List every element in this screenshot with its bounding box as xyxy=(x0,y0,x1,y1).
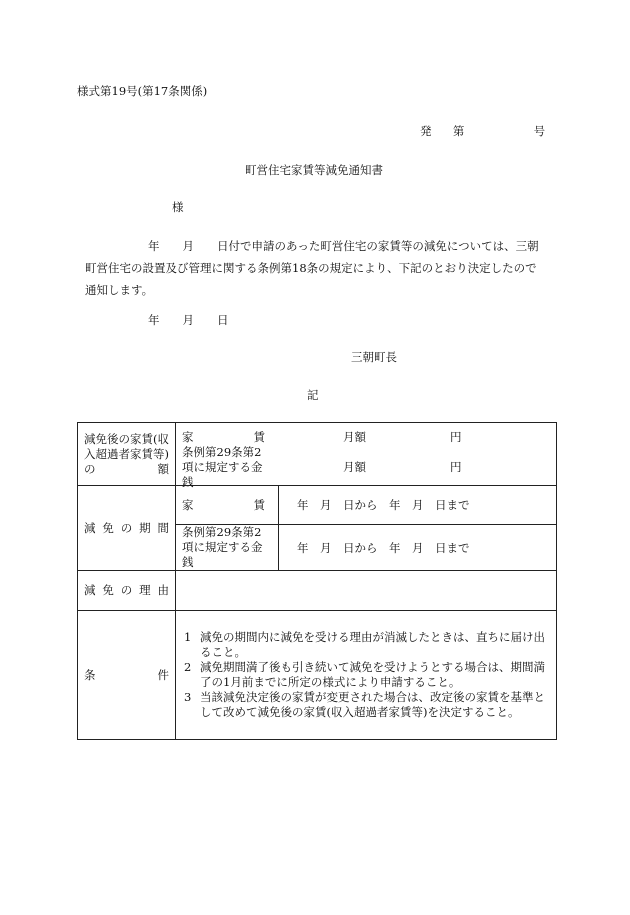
notice-body xyxy=(85,235,555,301)
conditions-row xyxy=(78,611,557,740)
issue-number xyxy=(420,123,545,139)
body-line-3: 通知します。 xyxy=(85,283,154,297)
issue-hatsu: 発 xyxy=(420,124,432,138)
condition-text: 減免期間満了後も引き続いて減免を受けようとする場合は、期間満了の1月前までに所定の様式により申請すること。 xyxy=(200,660,545,689)
rent-after-rent-unit: 円 xyxy=(450,430,462,444)
rent-after-rent-monthly: 月額 xyxy=(343,430,366,444)
reason-value xyxy=(176,571,557,611)
condition-text: 当該減免決定後の家賃が変更された場合は、改定後の家賃を基準として改めて減免後の家賃(収入超過者家賃等)を決定すること。 xyxy=(200,690,545,719)
reason-header xyxy=(78,571,176,611)
condition-item xyxy=(184,660,550,690)
period-rent-label: 家 賃 xyxy=(182,497,265,512)
rent-after-rent-label: 家 賃 xyxy=(182,429,265,444)
rent-after-header-text: 減免後の家賃(収入超過者家賃等)の額 xyxy=(84,431,169,476)
form-number: 様式第19号(第17条関係) xyxy=(77,84,208,98)
period-article-value-cell xyxy=(279,525,557,571)
issue-dai: 第 xyxy=(452,124,465,138)
rent-after-values xyxy=(176,423,557,489)
period-article-label-cell xyxy=(176,525,279,571)
period-article-label: 条例第29条第2項に規定する金銭 xyxy=(182,525,263,569)
sender-name: 三朝町長 xyxy=(351,350,397,364)
rent-after-header xyxy=(78,423,176,486)
conditions-header xyxy=(78,611,176,740)
rent-after-article-label: 条例第29条第2項に規定する金銭 xyxy=(182,444,263,489)
period-rent-value: 年 月 日から 年 月 日まで xyxy=(297,498,470,512)
body-line-1: 年 月 日付で申請のあった町営住宅の家賃等の減免については、三朝 xyxy=(148,239,539,253)
period-article-value: 年 月 日から 年 月 日まで xyxy=(297,540,470,555)
issue-go: 号 xyxy=(533,124,546,138)
condition-item xyxy=(184,630,550,660)
rent-after-article-row xyxy=(176,444,556,489)
ki-label: 記 xyxy=(307,388,319,402)
period-header-text: 減免の期間 xyxy=(84,520,169,535)
condition-number: 3 xyxy=(184,690,192,704)
period-rent-label-cell xyxy=(176,486,279,525)
reason-header-text: 減免の理由 xyxy=(84,583,169,597)
period-header xyxy=(78,486,176,571)
document-title: 町営住宅家賃等減免通知書 xyxy=(245,163,383,177)
body-line-2: 町営住宅の設置及び管理に関する条例第18条の規定により、下記のとおり決定したので xyxy=(85,261,537,275)
conditions-list xyxy=(176,630,556,720)
notice-date: 年 月 日 xyxy=(148,313,229,327)
period-row xyxy=(78,486,557,571)
addressee-suffix: 様 xyxy=(172,200,184,214)
condition-text: 減免の期間内に減免を受ける理由が消滅したときは、直ちに届け出ること。 xyxy=(200,630,545,659)
rent-after-article-monthly: 月額 xyxy=(343,460,366,474)
rent-after-row xyxy=(78,423,557,486)
reason-row xyxy=(78,571,557,611)
condition-number: 1 xyxy=(184,630,192,644)
period-values xyxy=(176,486,557,571)
conditions-header-text: 条 件 xyxy=(84,667,169,682)
rent-after-article-unit: 円 xyxy=(450,460,462,474)
details-table xyxy=(77,422,557,740)
conditions-values xyxy=(176,611,557,740)
condition-number: 2 xyxy=(184,660,192,674)
period-subtable xyxy=(176,486,556,570)
period-rent-value-cell xyxy=(279,486,557,525)
condition-item xyxy=(184,690,550,720)
